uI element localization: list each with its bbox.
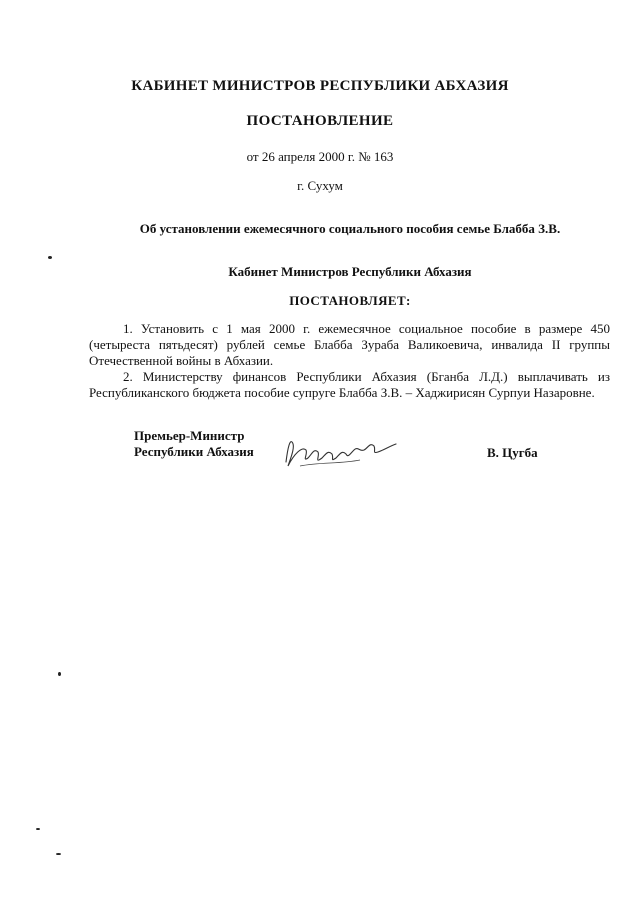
- handwritten-signature: [280, 432, 400, 472]
- organization-title: КАБИНЕТ МИНИСТРОВ РЕСПУБЛИКИ АБХАЗИЯ: [131, 78, 509, 94]
- date-and-number: от 26 апреля 2000 г. № 163: [246, 149, 394, 164]
- decree-body: [89, 321, 610, 401]
- signatory-title-line-1: Премьер-Министр: [134, 428, 245, 443]
- city: г. Сухум: [297, 178, 343, 193]
- signatory-name: В. Цугба: [487, 445, 538, 460]
- paragraph-1: 1. Установить с 1 мая 2000 г. ежемесячное социальное пособие в размере 450 (четыреста пятьдесят) рублей семье Блабба Зураба Валикоевича, инвалида II группы Отечественной войны в Абхазии.: [89, 321, 610, 368]
- scan-speck: [36, 828, 40, 830]
- issuer-line: Кабинет Министров Республики Абхазия: [228, 264, 472, 279]
- paragraph-2: 2. Министерству финансов Республики Абхазия (Бганба Л.Д.) выплачивать из Республиканского бюджета пособие супруге Блабба З.В. – Хаджирисян Сурпуи Назаровне.: [89, 369, 610, 400]
- signatory-title: [134, 428, 254, 460]
- scan-speck: [58, 672, 61, 676]
- scan-speck: [48, 256, 52, 259]
- signatory-title-line-2: Республики Абхазия: [134, 444, 254, 459]
- decree-word: ПОСТАНОВЛЯЕТ:: [289, 293, 411, 308]
- document-type: ПОСТАНОВЛЕНИЕ: [246, 113, 394, 129]
- scan-speck: [56, 853, 61, 855]
- subject-line: Об установлении ежемесячного социального пособия семье Блабба З.В.: [139, 221, 561, 236]
